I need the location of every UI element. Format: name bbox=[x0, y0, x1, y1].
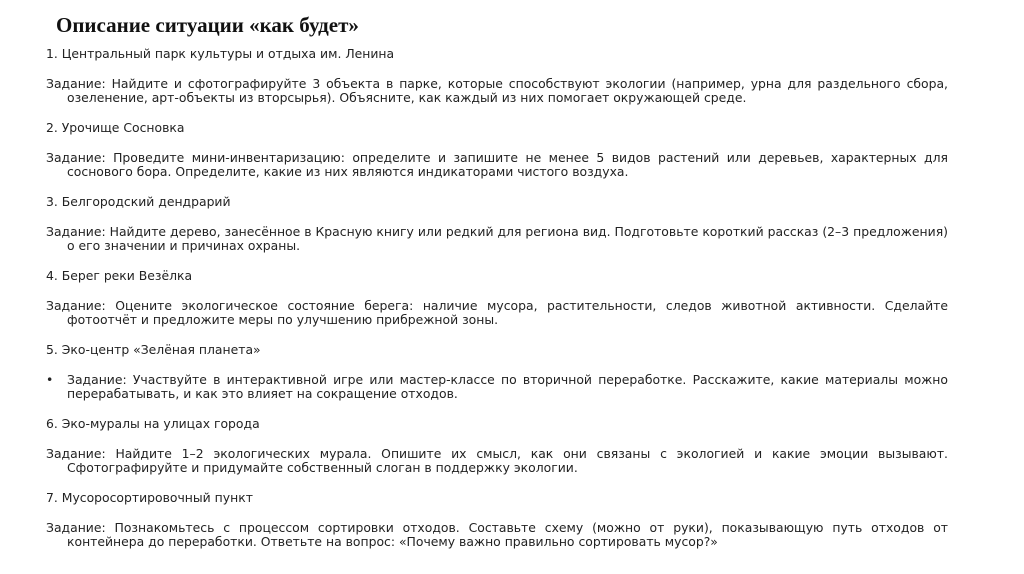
item-title-2: 2. Урочище Сосновка bbox=[46, 120, 185, 135]
content-body bbox=[46, 47, 948, 549]
item-title-1: 1. Центральный парк культуры и отдыха им. Ленина bbox=[46, 46, 395, 61]
bullet-icon: • bbox=[46, 372, 54, 387]
item-task-7: Задание: Познакомьтесь с процессом сортировки отходов. Составьте схему (можно от руки), показывающую путь отходов от контейнера до переработки. Ответьте на вопрос: «Почему важно правильно сортировать мусор?» bbox=[46, 520, 948, 549]
item-task-4: Задание: Оцените экологическое состояние берега: наличие мусора, растительности, следов животной активности. Сделайте фотоотчёт и предложите меры по улучшению прибрежной зоны. bbox=[46, 298, 948, 327]
item-task-5-text: Задание: Участвуйте в интерактивной игре или мастер-классе по вторичной переработке. Расскажите, какие материалы можно перерабатывать, и как это влияет на сокращение отходов. bbox=[67, 372, 948, 401]
item-title-4: 4. Берег реки Везёлка bbox=[46, 268, 193, 283]
item-title-5: 5. Эко-центр «Зелёная планета» bbox=[46, 342, 261, 357]
item-task-1: Задание: Найдите и сфотографируйте 3 объекта в парке, которые способствуют экологии (например, урна для раздельного сбора, озеленение, арт-объекты из вторсырья). Объясните, как каждый из них помогает окружающей среде. bbox=[46, 76, 948, 105]
item-title-7: 7. Мусоросортировочный пункт bbox=[46, 490, 253, 505]
item-task-6: Задание: Найдите 1–2 экологических мурала. Опишите их смысл, как они связаны с экологией и какие эмоции вызывают. Сфотографируйте и придумайте собственный слоган в поддержку экологии. bbox=[46, 446, 948, 475]
item-task-3: Задание: Найдите дерево, занесённое в Красную книгу или редкий для региона вид. Подготовьте короткий рассказ (2–3 предложения) о его значении и причинах охраны. bbox=[46, 224, 948, 253]
page-title: Описание ситуации «как будет» bbox=[56, 13, 359, 37]
item-task-2: Задание: Проведите мини-инвентаризацию: определите и запишите не менее 5 видов растений или деревьев, характерных для соснового бора. Определите, какие из них являются индикаторами чистого воздуха. bbox=[46, 150, 948, 179]
item-title-6: 6. Эко-муралы на улицах города bbox=[46, 416, 260, 431]
item-title-3: 3. Белгородский дендрарий bbox=[46, 194, 231, 209]
item-task-5 bbox=[46, 373, 948, 401]
